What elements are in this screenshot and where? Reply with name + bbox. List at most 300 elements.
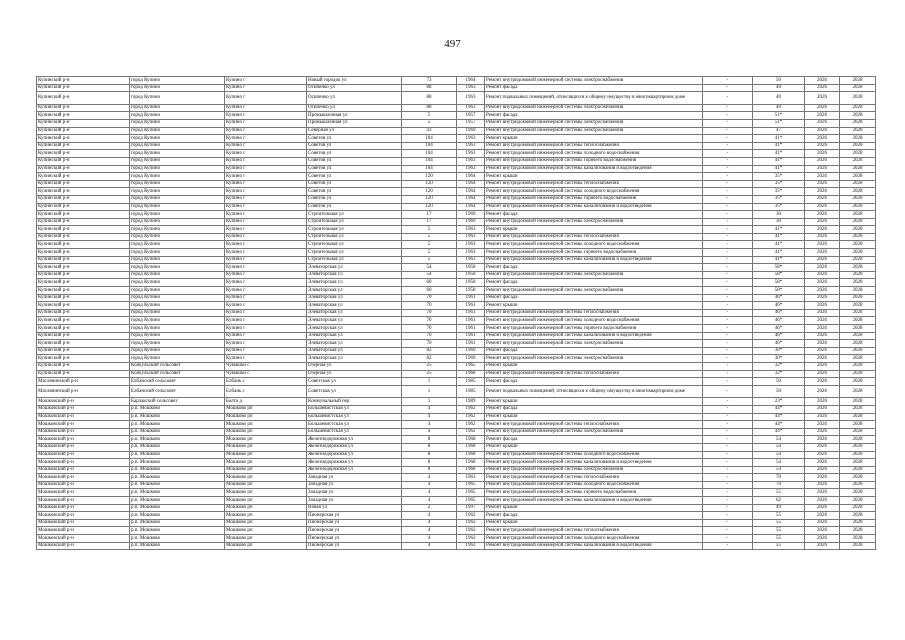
settlement-cell: Купино г [225,226,307,234]
district-cell: Купинский р-н [37,226,130,234]
start-year-cell: 2026 [805,378,840,386]
work-type-cell: Ремонт внутридомовой инженерной системы электроснабжения [485,428,703,436]
street-cell: Новая ул [307,504,402,512]
settlement-cell: Купино г [225,127,307,135]
table-row [37,466,876,474]
municipality-cell: город Купино [130,173,225,181]
district-cell: Купинский р-н [37,309,130,317]
build-year-cell: 1958 [457,287,485,295]
build-year-cell: 1964 [457,180,485,188]
municipality-cell: Копкульский сельсовет [130,370,225,378]
district-cell: Купинский р-н [37,294,130,302]
house-number-cell: 43 [402,127,457,135]
street-cell: Советская ул [307,385,402,398]
start-year-cell: 2026 [805,512,840,520]
start-year-cell: 2026 [805,135,840,143]
house-number-cell: 25 [402,362,457,370]
district-cell: Купинский р-н [37,150,130,158]
work-type-cell: Ремонт внутридомовой инженерной системы холодного водоснабжения [485,451,703,459]
district-cell: Купинский р-н [37,112,130,120]
end-year-cell: 2028 [840,142,876,150]
start-year-cell: 2026 [805,309,840,317]
start-year-cell: 2026 [805,481,840,489]
end-year-cell: 2028 [840,459,876,467]
street-cell: Осипенко ул [307,92,402,105]
table-row [37,385,876,398]
end-year-cell: 2028 [840,256,876,264]
start-year-cell: 2026 [805,180,840,188]
municipality-cell: город Купино [130,92,225,105]
settlement-cell: Мошково рп [225,459,307,467]
start-year-cell: 2026 [805,413,840,421]
build-year-cell: 1985 [457,378,485,386]
municipality-cell: город Купино [130,302,225,310]
house-number-cell: 120 [402,173,457,181]
start-year-cell: 2026 [805,519,840,527]
end-year-cell: 2028 [840,104,876,112]
dash-cell: - [703,195,753,203]
build-year-cell: 1963 [457,157,485,165]
start-year-cell: 2026 [805,325,840,333]
work-type-cell: Ремонт крыши [485,362,703,370]
start-year-cell: 2026 [805,287,840,295]
work-type-cell: Ремонт внутридомовой инженерной системы горячего водоснабжения [485,157,703,165]
settlement-cell: Елбань с [225,385,307,398]
settlement-cell: Мошково рп [225,512,307,520]
work-type-cell: Ремонт внутридомовой инженерной системы электроснабжения [485,355,703,363]
settlement-cell: Мошково рп [225,436,307,444]
start-year-cell: 2026 [805,542,840,550]
build-year-cell: 1968 [457,370,485,378]
dash-cell: - [703,180,753,188]
street-cell: Озерная ул [307,362,402,370]
street-cell: Осипенко ул [307,84,402,92]
district-cell: Маслянинский р-н [37,385,130,398]
work-type-cell: Ремонт внутридомовой инженерной системы канализования и водоотведения [485,332,703,340]
wear-percent-cell: 35* [753,188,805,196]
end-year-cell: 2028 [840,512,876,520]
house-number-cell: 70 [402,309,457,317]
municipality-cell: город Купино [130,203,225,211]
dash-cell: - [703,466,753,474]
street-cell: Элеваторская ул [307,279,402,287]
settlement-cell: Купино г [225,309,307,317]
end-year-cell: 2028 [840,226,876,234]
wear-percent-cell: 46* [753,317,805,325]
house-number-cell: 70 [402,317,457,325]
build-year-cell: 1963 [457,233,485,241]
wear-percent-cell: 49 [753,504,805,512]
table-row [37,309,876,317]
table-row [37,504,876,512]
municipality-cell: Барлакский сельсовет [130,398,225,406]
wear-percent-cell: 41* [753,150,805,158]
work-type-cell: Ремонт внутридомовой инженерной системы теплоснабжения [485,421,703,429]
street-cell: Советов ул [307,165,402,173]
settlement-cell: Чумашки с [225,370,307,378]
dash-cell: - [703,92,753,105]
work-type-cell: Ремонт внутридомовой инженерной системы электроснабжения [485,466,703,474]
dash-cell: - [703,211,753,219]
district-cell: Мошковский р-н [37,535,130,543]
dash-cell: - [703,340,753,348]
dash-cell: - [703,527,753,535]
district-cell: Купинский р-н [37,92,130,105]
work-type-cell: Ремонт крыши [485,519,703,527]
municipality-cell: город Купино [130,135,225,143]
table-row [37,256,876,264]
table-row [37,512,876,520]
end-year-cell: 2028 [840,413,876,421]
table-row [37,84,876,92]
municipality-cell: р.п. Мошково [130,489,225,497]
table-row [37,474,876,482]
street-cell: Строительная ул [307,241,402,249]
build-year-cell: 1964 [457,77,485,85]
wear-percent-cell: 40 [753,104,805,112]
work-type-cell: Ремонт крыши [485,173,703,181]
start-year-cell: 2026 [805,112,840,120]
end-year-cell: 2028 [840,527,876,535]
work-type-cell: Ремонт фасада [485,279,703,287]
district-cell: Купинский р-н [37,325,130,333]
end-year-cell: 2028 [840,173,876,181]
wear-percent-cell: 35* [753,173,805,181]
build-year-cell: 1969 [457,218,485,226]
settlement-cell: Купино г [225,195,307,203]
municipality-cell: город Купино [130,287,225,295]
district-cell: Купинский р-н [37,317,130,325]
table-row [37,135,876,143]
start-year-cell: 2026 [805,203,840,211]
start-year-cell: 2026 [805,188,840,196]
house-number-cell: 4 [402,489,457,497]
settlement-cell: Мошково рп [225,474,307,482]
table-row [37,413,876,421]
settlement-cell: Купино г [225,317,307,325]
settlement-cell: Купино г [225,302,307,310]
table-row [37,180,876,188]
start-year-cell: 2026 [805,451,840,459]
end-year-cell: 2028 [840,127,876,135]
work-type-cell: Ремонт внутридомовой инженерной системы электроснабжения [485,271,703,279]
table-row [37,325,876,333]
start-year-cell: 2026 [805,150,840,158]
wear-percent-cell: 32* [753,370,805,378]
build-year-cell: 1957 [457,112,485,120]
work-type-cell: Ремонт внутридомовой инженерной системы горячего водоснабжения [485,325,703,333]
dash-cell: - [703,428,753,436]
wear-percent-cell: 41* [753,249,805,257]
work-type-cell: Ремонт внутридомовой инженерной системы горячего водоснабжения [485,195,703,203]
municipality-cell: город Купино [130,264,225,272]
dash-cell: - [703,385,753,398]
end-year-cell: 2028 [840,428,876,436]
settlement-cell: Мошково рп [225,451,307,459]
house-number-cell: 82 [402,347,457,355]
table-row [37,405,876,413]
settlement-cell: Купино г [225,256,307,264]
district-cell: Купинский р-н [37,188,130,196]
district-cell: Купинский р-н [37,180,130,188]
street-cell: Железнодорожная ул [307,459,402,467]
work-type-cell: Ремонт фасада [485,512,703,520]
dash-cell: - [703,264,753,272]
dash-cell: - [703,413,753,421]
start-year-cell: 2026 [805,317,840,325]
wear-percent-cell: 58* [753,271,805,279]
table-row [37,347,876,355]
district-cell: Купинский р-н [37,84,130,92]
district-cell: Мошковский р-н [37,527,130,535]
wear-percent-cell: 35* [753,195,805,203]
build-year-cell: 1963 [457,92,485,105]
table-row [37,264,876,272]
wear-percent-cell: 30 [753,218,805,226]
work-type-cell: Ремонт фасада [485,378,703,386]
dash-cell: - [703,421,753,429]
dash-cell: - [703,474,753,482]
start-year-cell: 2026 [805,218,840,226]
wear-percent-cell: 54 [753,436,805,444]
start-year-cell: 2026 [805,421,840,429]
settlement-cell: Мошково рп [225,466,307,474]
dash-cell: - [703,142,753,150]
settlement-cell: Купино г [225,271,307,279]
dash-cell: - [703,362,753,370]
settlement-cell: Мошково рп [225,443,307,451]
build-year-cell: 1957 [457,119,485,127]
table-row [37,165,876,173]
municipality-cell: р.п. Мошково [130,466,225,474]
wear-percent-cell: 54 [753,466,805,474]
start-year-cell: 2026 [805,347,840,355]
end-year-cell: 2028 [840,370,876,378]
start-year-cell: 2026 [805,398,840,406]
build-year-cell: 1968 [457,466,485,474]
street-cell: Элеваторская ул [307,287,402,295]
work-type-cell: Ремонт фасада [485,294,703,302]
municipality-cell: город Купино [130,294,225,302]
end-year-cell: 2028 [840,474,876,482]
build-year-cell: 1964 [457,173,485,181]
dash-cell: - [703,294,753,302]
district-cell: Купинский р-н [37,287,130,295]
district-cell: Купинский р-н [37,142,130,150]
work-type-cell: Ремонт фасада [485,405,703,413]
street-cell: Западная ул [307,474,402,482]
house-number-cell: 17 [402,211,457,219]
table-row [37,481,876,489]
settlement-cell: Купино г [225,188,307,196]
street-cell: Большевистская ул [307,428,402,436]
end-year-cell: 2028 [840,249,876,257]
work-type-cell: Ремонт крыши [485,504,703,512]
house-number-cell: 17 [402,218,457,226]
end-year-cell: 2028 [840,451,876,459]
end-year-cell: 2028 [840,385,876,398]
dash-cell: - [703,504,753,512]
house-number-cell: 4 [402,405,457,413]
wear-percent-cell: 41* [753,241,805,249]
settlement-cell: Купино г [225,92,307,105]
dash-cell: - [703,127,753,135]
street-cell: Железнодорожная ул [307,451,402,459]
dash-cell: - [703,84,753,92]
dash-cell: - [703,241,753,249]
work-type-cell: Ремонт внутридомовой инженерной системы канализования и водоотведения [485,203,703,211]
work-type-cell: Ремонт внутридомовой инженерной системы электроснабжения [485,127,703,135]
municipality-cell: р.п. Мошково [130,497,225,505]
settlement-cell: Купино г [225,279,307,287]
work-type-cell: Ремонт крыши [485,443,703,451]
start-year-cell: 2026 [805,77,840,85]
settlement-cell: Купино г [225,112,307,120]
wear-percent-cell: 55 [753,527,805,535]
municipality-cell: город Купино [130,226,225,234]
municipality-cell: р.п. Мошково [130,405,225,413]
settlement-cell: Мошково рп [225,542,307,550]
start-year-cell: 2026 [805,157,840,165]
end-year-cell: 2028 [840,355,876,363]
wear-percent-cell: 41* [753,157,805,165]
house-number-cell: 1 [402,378,457,386]
settlement-cell: Мошково рп [225,405,307,413]
dash-cell: - [703,512,753,520]
end-year-cell: 2028 [840,535,876,543]
start-year-cell: 2026 [805,385,840,398]
street-cell: Советов ул [307,188,402,196]
municipality-cell: р.п. Мошково [130,527,225,535]
wear-percent-cell: 40 [753,84,805,92]
build-year-cell: 1963 [457,241,485,249]
dash-cell: - [703,398,753,406]
build-year-cell: 1969 [457,211,485,219]
table-row [37,519,876,527]
build-year-cell: 1961 [457,302,485,310]
wear-percent-cell: 30* [753,355,805,363]
wear-percent-cell: 32* [753,362,805,370]
street-cell: Элеваторская ул [307,325,402,333]
wear-percent-cell: 55 [753,542,805,550]
district-cell: Мошковский р-н [37,421,130,429]
build-year-cell: 1963 [457,256,485,264]
build-year-cell: 1969 [457,127,485,135]
work-type-cell: Ремонт внутридомовой инженерной системы электроснабжения [485,218,703,226]
build-year-cell: 1965 [457,481,485,489]
end-year-cell: 2028 [840,294,876,302]
table-row [37,497,876,505]
wear-percent-cell: 23* [753,398,805,406]
work-type-cell: Ремонт фасада [485,264,703,272]
dash-cell: - [703,256,753,264]
dash-cell: - [703,165,753,173]
settlement-cell: Купино г [225,249,307,257]
settlement-cell: Купино г [225,173,307,181]
end-year-cell: 2028 [840,188,876,196]
wear-percent-cell: 46* [753,302,805,310]
house-number-cell: 104 [402,150,457,158]
end-year-cell: 2028 [840,436,876,444]
wear-percent-cell: 41* [753,233,805,241]
end-year-cell: 2028 [840,489,876,497]
settlement-cell: Купино г [225,157,307,165]
work-type-cell: Ремонт фасада [485,84,703,92]
house-number-cell: 120 [402,195,457,203]
house-number-cell: 1 [402,398,457,406]
house-number-cell: 8 [402,443,457,451]
wear-percent-cell: 46* [753,325,805,333]
start-year-cell: 2026 [805,249,840,257]
work-type-cell: Ремонт внутридомовой инженерной системы канализования и водоотведения [485,542,703,550]
district-cell: Купинский р-н [37,218,130,226]
table-row [37,226,876,234]
dash-cell: - [703,497,753,505]
district-cell: Купинский р-н [37,157,130,165]
municipality-cell: город Купино [130,150,225,158]
table-row [37,271,876,279]
dash-cell: - [703,370,753,378]
work-type-cell: Ремонт внутридомовой инженерной системы теплоснабжения [485,142,703,150]
build-year-cell: 1961 [457,340,485,348]
municipality-cell: город Купино [130,188,225,196]
end-year-cell: 2028 [840,497,876,505]
municipality-cell: город Купино [130,317,225,325]
settlement-cell: Купино г [225,165,307,173]
municipality-cell: город Купино [130,112,225,120]
table-row [37,92,876,105]
start-year-cell: 2026 [805,302,840,310]
wear-percent-cell: 35* [753,203,805,211]
district-cell: Купинский р-н [37,135,130,143]
dash-cell: - [703,249,753,257]
district-cell: Купинский р-н [37,165,130,173]
wear-percent-cell: 55 [753,519,805,527]
build-year-cell: 1968 [457,443,485,451]
start-year-cell: 2026 [805,527,840,535]
house-number-cell: 4 [402,512,457,520]
municipality-cell: город Купино [130,271,225,279]
table-row [37,398,876,406]
municipality-cell: р.п. Мошково [130,459,225,467]
wear-percent-cell: 30* [753,347,805,355]
build-year-cell: 1968 [457,451,485,459]
settlement-cell: Купино г [225,203,307,211]
municipality-cell: город Купино [130,340,225,348]
work-type-cell: Ремонт внутридомовой инженерной системы горячего водоснабжения [485,249,703,257]
house-number-cell: 5 [402,119,457,127]
end-year-cell: 2028 [840,112,876,120]
build-year-cell: 1963 [457,474,485,482]
work-type-cell: Ремонт внутридомовой инженерной системы горячего водоснабжения [485,489,703,497]
dash-cell: - [703,271,753,279]
start-year-cell: 2026 [805,104,840,112]
dash-cell: - [703,378,753,386]
street-cell: Осипенко ул [307,104,402,112]
wear-percent-cell: 55 [753,512,805,520]
street-cell: Пионерская ул [307,527,402,535]
district-cell: Купинский р-н [37,256,130,264]
end-year-cell: 2028 [840,347,876,355]
settlement-cell: Купино г [225,233,307,241]
district-cell: Мошковский р-н [37,481,130,489]
district-cell: Купинский р-н [37,355,130,363]
table-row [37,443,876,451]
street-cell: Большевистская ул [307,413,402,421]
municipality-cell: р.п. Мошково [130,413,225,421]
table-row [37,451,876,459]
start-year-cell: 2026 [805,92,840,105]
